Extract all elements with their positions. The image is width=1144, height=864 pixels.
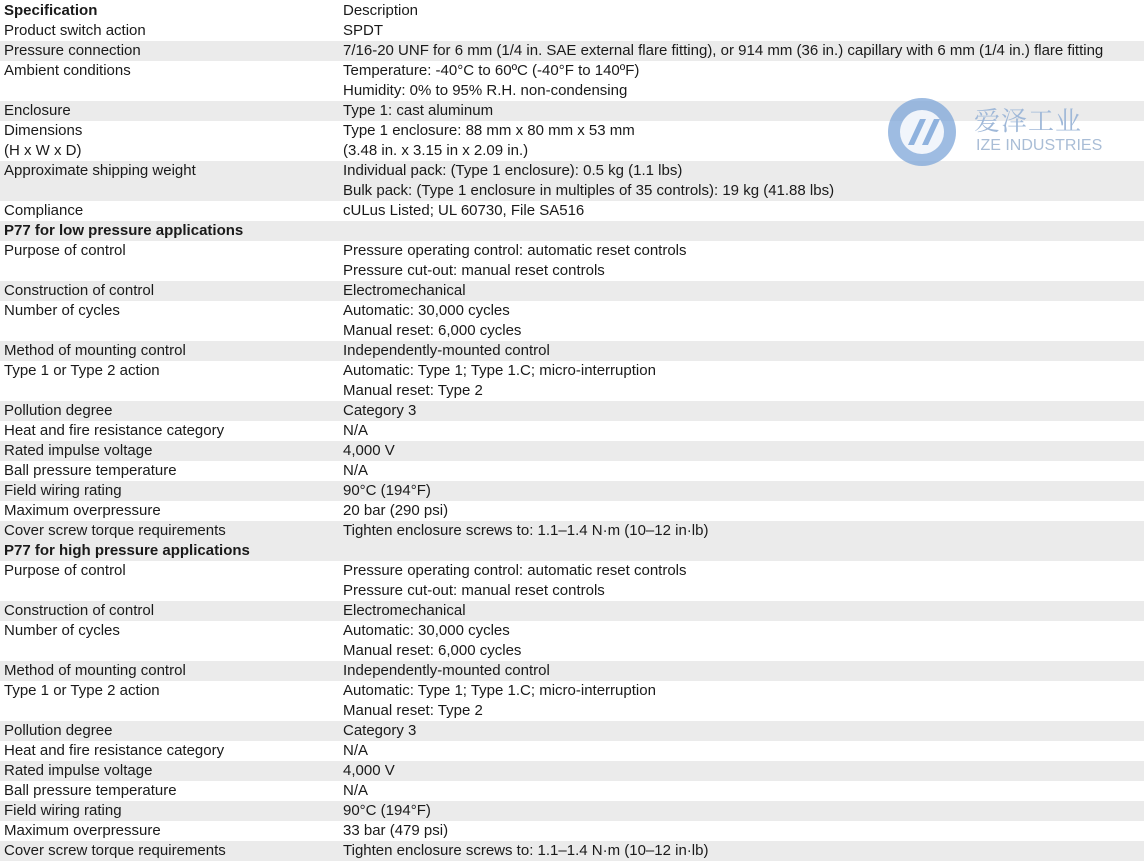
spec-value — [340, 61, 1144, 101]
spec-label-line: Construction of control — [4, 602, 155, 619]
table-row — [0, 61, 1144, 101]
spec-label — [0, 301, 340, 341]
spec-label — [0, 561, 340, 601]
header-specification: Specification — [4, 2, 98, 19]
spec-value — [340, 661, 1144, 681]
spec-label-line — [4, 181, 340, 201]
spec-label-line: Purpose of control — [4, 562, 126, 579]
table-row — [0, 841, 1144, 861]
spec-label — [0, 101, 340, 121]
spec-label — [0, 481, 340, 501]
table-row — [0, 241, 1144, 281]
spec-value-line: (3.48 in. x 3.15 in x 2.09 in.) — [343, 142, 529, 159]
spec-label-line — [4, 81, 340, 101]
table-row — [0, 801, 1144, 821]
spec-label-line: Field wiring rating — [4, 482, 122, 499]
spec-label — [0, 661, 340, 681]
spec-label-line: Pollution degree — [4, 402, 113, 419]
spec-label — [0, 361, 340, 401]
spec-value-line: Pressure cut-out: manual reset controls — [343, 582, 605, 599]
spec-value-line: N/A — [343, 742, 369, 759]
table-row — [0, 501, 1144, 521]
table-row — [0, 201, 1144, 221]
spec-label-line: Ball pressure temperature — [4, 782, 177, 799]
spec-label — [0, 681, 340, 721]
spec-label-line — [4, 581, 340, 601]
table-row — [0, 661, 1144, 681]
spec-value — [340, 621, 1144, 661]
table-row — [0, 361, 1144, 401]
spec-label-line — [4, 701, 340, 721]
spec-value — [340, 121, 1144, 161]
spec-label-line: Maximum overpressure — [4, 822, 161, 839]
spec-label — [0, 61, 340, 101]
spec-value-line: 4,000 V — [343, 762, 395, 779]
spec-label — [0, 201, 340, 221]
spec-label-line: Rated impulse voltage — [4, 762, 153, 779]
section-title: P77 for low pressure applications — [4, 222, 244, 239]
spec-value-line: Individual pack: (Type 1 enclosure): 0.5 kg (1.1 lbs) — [343, 162, 683, 179]
spec-label-line — [4, 261, 340, 281]
spec-value — [340, 761, 1144, 781]
spec-value-line: cULus Listed; UL 60730, File SA516 — [343, 202, 585, 219]
table-row — [0, 481, 1144, 501]
spec-label — [0, 121, 340, 161]
spec-value-line: Pressure operating control: automatic reset controls — [343, 562, 687, 579]
spec-value-line: Manual reset: Type 2 — [343, 382, 483, 399]
spec-value-line: Type 1 enclosure: 88 mm x 80 mm x 53 mm — [343, 122, 635, 139]
spec-value-line: Humidity: 0% to 95% R.H. non-condensing — [343, 82, 628, 99]
spec-label-line: Pollution degree — [4, 722, 113, 739]
spec-value — [340, 301, 1144, 341]
spec-label-line: (H x W x D) — [4, 142, 82, 159]
table-row — [0, 761, 1144, 781]
table-row — [0, 461, 1144, 481]
spec-label — [0, 721, 340, 741]
spec-value-line: N/A — [343, 422, 369, 439]
spec-value — [340, 421, 1144, 441]
table-row — [0, 721, 1144, 741]
spec-value-line: 7/16-20 UNF for 6 mm (1/4 in. SAE external flare fitting), or 914 mm (36 in.) capillary with 6 mm (1/4 in.) flare fitting — [343, 42, 1104, 59]
spec-label — [0, 241, 340, 281]
spec-label-line: Compliance — [4, 202, 84, 219]
spec-label — [0, 501, 340, 521]
table-row — [0, 161, 1144, 201]
spec-label-line: Maximum overpressure — [4, 502, 161, 519]
spec-value — [340, 441, 1144, 461]
spec-label-line: Heat and fire resistance category — [4, 742, 225, 759]
spec-value-line: Automatic: Type 1; Type 1.C; micro-interruption — [343, 682, 656, 699]
spec-value — [340, 101, 1144, 121]
spec-label-line: Field wiring rating — [4, 802, 122, 819]
section-title: P77 for high pressure applications — [4, 542, 250, 559]
spec-value-line: Manual reset: 6,000 cycles — [343, 642, 522, 659]
spec-label-line: Cover screw torque requirements — [4, 522, 226, 539]
table-row — [0, 441, 1144, 461]
spec-value — [340, 41, 1144, 61]
spec-value — [340, 741, 1144, 761]
spec-label-line: Approximate shipping weight — [4, 162, 196, 179]
table-row — [0, 561, 1144, 601]
spec-label — [0, 281, 340, 301]
spec-label — [0, 421, 340, 441]
spec-value-line: Electromechanical — [343, 602, 466, 619]
spec-label — [0, 781, 340, 801]
spec-label — [0, 521, 340, 541]
spec-label-line: Purpose of control — [4, 242, 126, 259]
spec-label-line: Number of cycles — [4, 302, 120, 319]
spec-label — [0, 341, 340, 361]
spec-label — [0, 21, 340, 41]
spec-value-line: N/A — [343, 462, 369, 479]
spec-value — [340, 601, 1144, 621]
spec-label — [0, 461, 340, 481]
spec-label-line — [4, 641, 340, 661]
spec-value-line: Independently-mounted control — [343, 342, 550, 359]
spec-value-line: Category 3 — [343, 722, 417, 739]
table-row — [0, 121, 1144, 161]
table-row — [0, 741, 1144, 761]
spec-value-line: Automatic: 30,000 cycles — [343, 302, 510, 319]
table-row — [0, 341, 1144, 361]
spec-label-line: Rated impulse voltage — [4, 442, 153, 459]
spec-value — [340, 401, 1144, 421]
spec-value-line: Type 1: cast aluminum — [343, 102, 494, 119]
watermark-english-text: IZE INDUSTRIES — [976, 137, 1103, 154]
spec-value-line: 90°C (194°F) — [343, 802, 431, 819]
spec-value-line: Pressure cut-out: manual reset controls — [343, 262, 605, 279]
spec-label-line: Method of mounting control — [4, 662, 186, 679]
spec-value — [340, 461, 1144, 481]
spec-label — [0, 601, 340, 621]
section-header-row — [0, 221, 1144, 241]
spec-value-line: 4,000 V — [343, 442, 395, 459]
spec-value-line: Temperature: -40°C to 60ºC (-40°F to 140ºF) — [343, 62, 640, 79]
spec-value-line: Automatic: Type 1; Type 1.C; micro-interruption — [343, 362, 656, 379]
spec-value-line: Bulk pack: (Type 1 enclosure in multiples of 35 controls): 19 kg (41.88 lbs) — [343, 182, 835, 199]
spec-value-line: Category 3 — [343, 402, 417, 419]
spec-label-line: Ball pressure temperature — [4, 462, 177, 479]
spec-label — [0, 621, 340, 661]
spec-label — [0, 41, 340, 61]
spec-value-line: Tighten enclosure screws to: 1.1–1.4 N·m (10–12 in·lb) — [343, 842, 709, 859]
table-row — [0, 421, 1144, 441]
spec-label-line: Ambient conditions — [4, 62, 131, 79]
spec-value-line: Pressure operating control: automatic reset controls — [343, 242, 687, 259]
spec-value — [340, 781, 1144, 801]
spec-value — [340, 241, 1144, 281]
table-row — [0, 681, 1144, 721]
spec-label — [0, 161, 340, 201]
table-row — [0, 281, 1144, 301]
spec-value-line: Manual reset: 6,000 cycles — [343, 322, 522, 339]
section-header-row — [0, 541, 1144, 561]
spec-value — [340, 821, 1144, 841]
table-row — [0, 301, 1144, 341]
spec-value — [340, 21, 1144, 41]
spec-label — [0, 801, 340, 821]
spec-label-line: Type 1 or Type 2 action — [4, 682, 160, 699]
spec-value — [340, 841, 1144, 861]
spec-label-line: Type 1 or Type 2 action — [4, 362, 160, 379]
table-row — [0, 781, 1144, 801]
spec-label-line: Heat and fire resistance category — [4, 422, 225, 439]
spec-label-line: Enclosure — [4, 102, 71, 119]
spec-label-line: Number of cycles — [4, 622, 120, 639]
spec-value-line: SPDT — [343, 22, 384, 39]
spec-label-line: Product switch action — [4, 22, 146, 39]
spec-value — [340, 361, 1144, 401]
table-row — [0, 601, 1144, 621]
spec-value — [340, 561, 1144, 601]
spec-value — [340, 681, 1144, 721]
spec-value-line: Manual reset: Type 2 — [343, 702, 483, 719]
spec-value-line: 20 bar (290 psi) — [343, 502, 449, 519]
spec-value-line: 33 bar (479 psi) — [343, 822, 449, 839]
table-row — [0, 521, 1144, 541]
spec-label-line: Construction of control — [4, 282, 155, 299]
spec-label — [0, 441, 340, 461]
spec-value-line: 90°C (194°F) — [343, 482, 431, 499]
spec-label-line — [4, 321, 340, 341]
spec-value — [340, 201, 1144, 221]
table-row — [0, 21, 1144, 41]
spec-value — [340, 341, 1144, 361]
table-row — [0, 401, 1144, 421]
spec-label-line: Cover screw torque requirements — [4, 842, 226, 859]
spec-value — [340, 721, 1144, 741]
spec-value — [340, 801, 1144, 821]
spec-value-line: Independently-mounted control — [343, 662, 550, 679]
spec-label — [0, 741, 340, 761]
spec-label-line: Pressure connection — [4, 42, 141, 59]
spec-label-line: Method of mounting control — [4, 342, 186, 359]
spec-label — [0, 401, 340, 421]
table-body — [0, 21, 1144, 861]
watermark-chinese-text: 爱泽工业 — [974, 107, 1083, 137]
spec-value-line: Electromechanical — [343, 282, 466, 299]
spec-value — [340, 521, 1144, 541]
spec-value — [340, 481, 1144, 501]
spec-value-line: N/A — [343, 782, 369, 799]
spec-value — [340, 501, 1144, 521]
table-row — [0, 821, 1144, 841]
table-header-row — [0, 0, 1144, 21]
header-description: Description — [343, 2, 419, 19]
spec-label — [0, 821, 340, 841]
spec-label-line: Dimensions — [4, 122, 83, 139]
spec-label-line — [4, 381, 340, 401]
spec-value — [340, 281, 1144, 301]
table-row — [0, 41, 1144, 61]
table-row — [0, 101, 1144, 121]
spec-value-line: Tighten enclosure screws to: 1.1–1.4 N·m (10–12 in·lb) — [343, 522, 709, 539]
spec-value — [340, 161, 1144, 201]
spec-label — [0, 841, 340, 861]
spec-value-line: Automatic: 30,000 cycles — [343, 622, 510, 639]
spec-label — [0, 761, 340, 781]
table-row — [0, 621, 1144, 661]
